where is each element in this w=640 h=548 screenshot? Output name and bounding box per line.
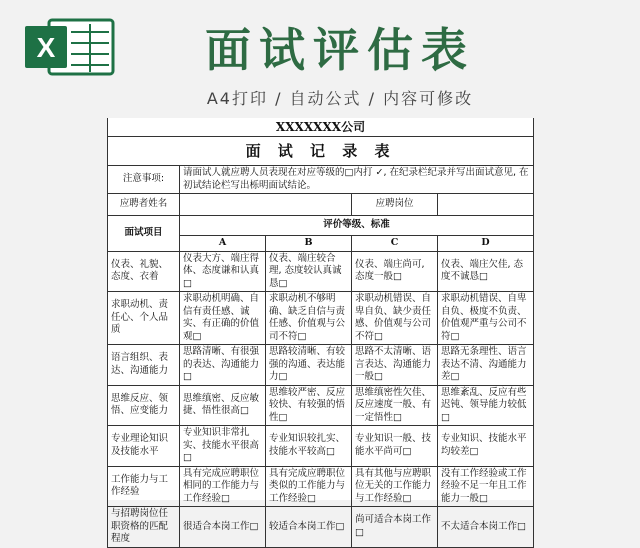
grade-b: B (266, 236, 352, 252)
row-grade-d[interactable]: 不太适合本岗工作□ (438, 507, 534, 548)
table-row (108, 345, 534, 386)
row-item: 工作能力与工作经验 (108, 466, 180, 507)
row-grade-b[interactable]: 思路较清晰、有较强的沟通、表达能力□ (266, 345, 352, 386)
row-grade-c[interactable]: 求职动机错误、自卑自负、缺少责任感、价值观与公司不符□ (352, 292, 438, 345)
row-grade-d[interactable]: 思路无条理性、语言表达不清、沟通能力差□ (438, 345, 534, 386)
grade-d: D (438, 236, 534, 252)
row-grade-c[interactable]: 具有其他与应聘职位无关的工作能力与工作经验□ (352, 466, 438, 507)
row-grade-c[interactable]: 思维缜密性欠佳、反应速度一般、有一定悟性□ (352, 385, 438, 426)
row-grade-b[interactable]: 求职动机不够明确、缺乏自信与责任感、价值观与公司不符□ (266, 292, 352, 345)
row-grade-a[interactable]: 思路清晰、有很强的表达、沟通能力□ (180, 345, 266, 386)
row-grade-b[interactable]: 思维较严密、反应较快、有较强的悟性□ (266, 385, 352, 426)
row-grade-c[interactable]: 仪表、端庄尚可, 态度一般□ (352, 251, 438, 292)
interview-table (107, 118, 534, 548)
row-grade-d[interactable]: 专业知识、技能水平均较差□ (438, 426, 534, 467)
row-grade-b[interactable]: 专业知识较扎实、技能水平较高□ (266, 426, 352, 467)
header-banner (0, 0, 640, 112)
grade-c: C (352, 236, 438, 252)
row-item: 语言组织、表达、沟通能力 (108, 345, 180, 386)
row-grade-c[interactable]: 专业知识一般、技能水平尚可□ (352, 426, 438, 467)
interview-sheet (107, 118, 533, 544)
row-grade-a[interactable]: 仪表大方、端庄得体、态度谦和认真□ (180, 251, 266, 292)
excel-logo-icon (23, 18, 115, 76)
name-label: 应聘者姓名 (108, 194, 180, 216)
page-subtitle: A4打印 / 自动公式 / 内容可修改 (206, 89, 474, 108)
page-title: 面试评估表 (205, 23, 475, 77)
name-field[interactable] (180, 194, 352, 216)
table-row (108, 292, 534, 345)
row-grade-b[interactable]: 具有完成应聘职位类似的工作能力与工作经验□ (266, 466, 352, 507)
row-grade-d[interactable]: 仪表、端庄欠佳, 态度不诚恳□ (438, 251, 534, 292)
row-item: 与招聘岗位任职资格的匹配程度 (108, 507, 180, 548)
record-title: 面 试 记 录 表 (108, 137, 534, 166)
row-item: 求职动机、责任心、个人品质 (108, 292, 180, 345)
row-grade-d[interactable]: 没有工作经验或工作经验不足一年且工作能力一般□ (438, 466, 534, 507)
row-grade-a[interactable]: 具有完成应聘职位相同的工作能力与工作经验□ (180, 466, 266, 507)
company-name: XXXXXXX公司 (108, 118, 534, 137)
row-item: 仪表、礼貌、态度、衣着 (108, 251, 180, 292)
row-grade-c[interactable]: 尚可适合本岗工作□ (352, 507, 438, 548)
row-grade-b[interactable]: 仪表、端庄较合理, 态度较认真诚恳□ (266, 251, 352, 292)
row-grade-b[interactable]: 较适合本岗工作□ (266, 507, 352, 548)
item-label: 面试项目 (108, 216, 180, 252)
row-item: 专业理论知识及技能水平 (108, 426, 180, 467)
notes-label: 注意事项: (108, 166, 180, 194)
row-item: 思维反应、领悟、应变能力 (108, 385, 180, 426)
row-grade-c[interactable]: 思路不太清晰、语言表达、沟通能力一般□ (352, 345, 438, 386)
row-grade-a[interactable]: 思维缜密、反应敏捷、悟性很高□ (180, 385, 266, 426)
row-grade-a[interactable]: 很适合本岗工作□ (180, 507, 266, 548)
position-field[interactable] (438, 194, 534, 216)
table-row (108, 507, 534, 548)
row-grade-a[interactable]: 求职动机明确、自信有责任感、诚实、有正确的价值观□ (180, 292, 266, 345)
position-label: 应聘岗位 (352, 194, 438, 216)
row-grade-d[interactable]: 思维紊乱、反应有些迟钝、领导能力较低□ (438, 385, 534, 426)
table-row (108, 466, 534, 507)
logo-letter: X (36, 32, 56, 63)
table-row (108, 426, 534, 467)
row-grade-a[interactable]: 专业知识非常扎实、技能水平很高□ (180, 426, 266, 467)
grade-a: A (180, 236, 266, 252)
table-row (108, 385, 534, 426)
table-row (108, 251, 534, 292)
notes-text: 请面试人就应聘人员表现在对应等级的□内打 ✓, 在纪录栏纪录并写出面试意见, 在初试结论栏写出栎明面试结论。 (180, 166, 534, 194)
row-grade-d[interactable]: 求职动机错误、自卑自负、极度不负责、价值观严重与公司不符□ (438, 292, 534, 345)
grade-label: 评价等级、标准 (180, 216, 534, 236)
